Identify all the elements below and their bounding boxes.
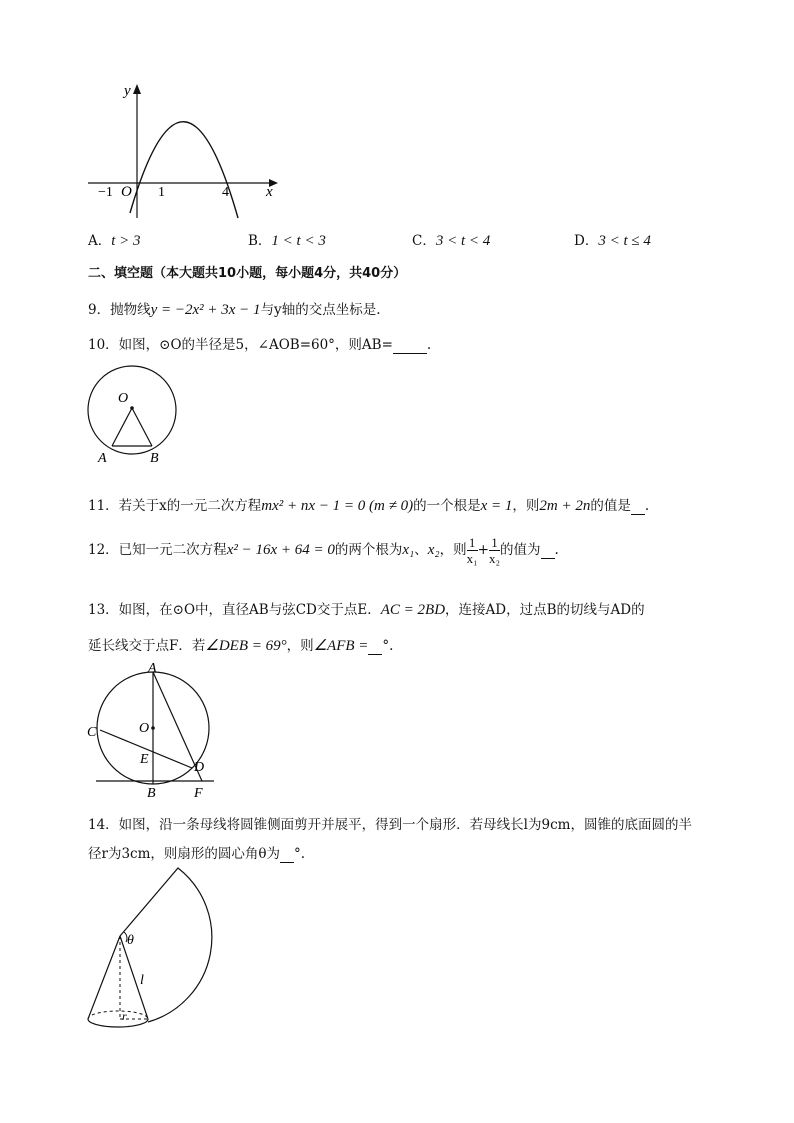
section-heading: 二、填空题（本大题共10小题，每小题4分，共40分） [88, 266, 407, 281]
fraction-2: $\frac{1}{\text{x₂}}$ [488, 535, 501, 566]
label-o: O [118, 391, 129, 406]
answer-blank[interactable] [280, 846, 294, 863]
parabola-curve [130, 122, 238, 218]
label-c: C [87, 725, 97, 740]
answer-blank[interactable] [541, 542, 555, 559]
parabola-graph [80, 78, 290, 223]
circle-figure-13 [82, 660, 222, 800]
question-10: 10．如图，⊙O的半径是5，∠AOB=60°，则AB= . [88, 337, 432, 353]
answer-blank[interactable] [368, 638, 382, 655]
label-e: E [140, 752, 149, 767]
tick-4: 4 [222, 185, 229, 200]
y-axis-label: y [124, 83, 131, 99]
fraction-1: $\frac{1}{\text{x₁}}$ [466, 535, 478, 566]
label-theta: θ [127, 933, 134, 948]
tick-1: 1 [158, 185, 165, 200]
question-9: 9．抛物线y = −2x² + 3x − 1与y轴的交点坐标是. [88, 302, 381, 318]
tick-neg1: −1 [98, 185, 113, 200]
answer-blank[interactable] [393, 337, 427, 354]
label-a: A [98, 451, 107, 466]
option-a[interactable]: A．t > 3 [88, 233, 141, 249]
option-b[interactable]: B．1 < t < 3 [248, 233, 326, 249]
label-b: B [147, 786, 156, 800]
origin-label: O [121, 184, 132, 200]
question-13-line-1: 13．如图，在⊙O中，直径AB与弦CD交于点E．AC = 2BD，连接AD，过点B的切线与AD的 [88, 602, 645, 618]
label-b: B [150, 451, 159, 466]
label-d: D [194, 760, 205, 775]
label-r: r [122, 1009, 127, 1023]
question-14-line-1: 14．如图，沿一条母线将圆锥侧面剪开并展平，得到一个扇形．若母线长l为9cm，圆锥的底面圆的半 [88, 817, 692, 833]
label-l: l [140, 973, 144, 988]
label-o: O [139, 721, 150, 736]
label-a: A [148, 661, 157, 676]
question-13-line-2: 延长线交于点F．若∠DEB = 69°，则∠AFB = °. [88, 638, 394, 654]
circle-figure-10 [80, 362, 190, 467]
question-12: 12．已知一元二次方程x² − 16x + 64 = 0的两个根为x₁、x₂，则 $\frac{1}{\text{x₁}}$ + $\frac{1}{\text{x₂}}$ 的值为 . [88, 535, 559, 566]
question-14-line-2: 径r为3cm，则扇形的圆心角θ为 °. [88, 846, 306, 862]
option-c[interactable]: C．3 < t < 4 [412, 233, 491, 249]
cone-figure-14 [80, 862, 220, 1037]
answer-blank[interactable] [631, 498, 645, 515]
question-11: 11．若关于x的一元二次方程mx² + nx − 1 = 0 (m ≠ 0)的一个根是x = 1，则2m + 2n的值是 . [88, 498, 650, 514]
option-d[interactable]: D．3 < t ≤ 4 [574, 233, 651, 249]
label-f: F [194, 786, 203, 800]
circle-o [88, 366, 176, 454]
x-axis-label: x [266, 184, 273, 200]
